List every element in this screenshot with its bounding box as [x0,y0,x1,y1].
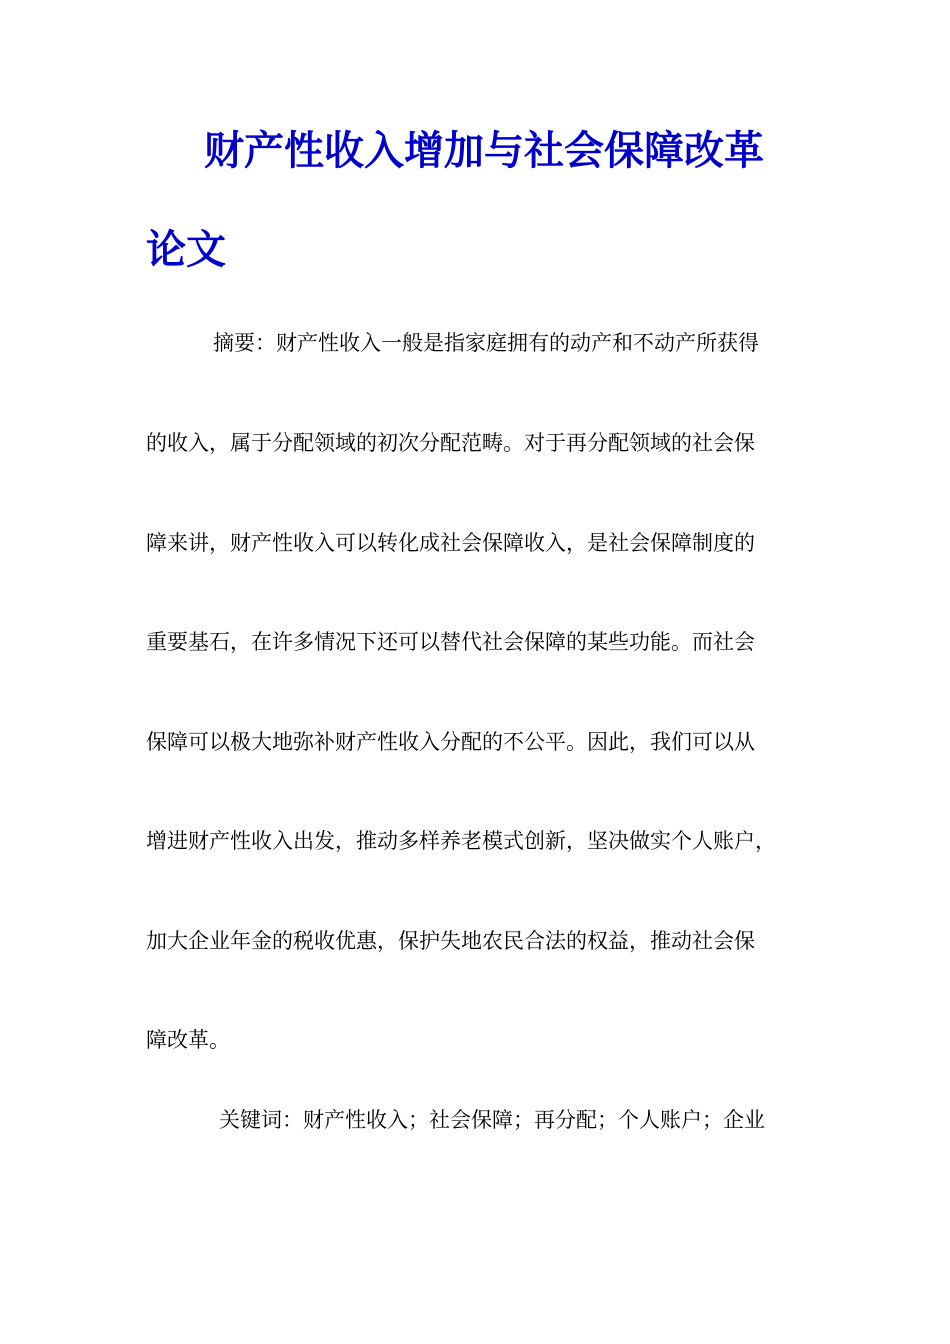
document-title-line-1: 财产性收入增加与社会保障改革 [204,128,764,174]
abstract-line-4: 重要基石，在许多情况下还可以替代社会保障的某些功能。而社会 [146,630,755,654]
abstract-line-2: 的收入，属于分配领域的初次分配范畴。对于再分配领域的社会保 [146,431,755,455]
document-title-line-2: 论文 [146,227,226,273]
abstract-line-7: 加大企业年金的税收优惠，保护失地农民合法的权益，推动社会保 [146,929,755,953]
abstract-line-6: 增进财产性收入出发，推动多样养老模式创新，坚决做实个人账户， [146,829,776,853]
abstract-line-5: 保障可以极大地弥补财产性收入分配的不公平。因此，我们可以从 [146,730,755,754]
abstract-line-3: 障来讲，财产性收入可以转化成社会保障收入，是社会保障制度的 [146,531,755,555]
keywords-line: 关键词：财产性收入；社会保障；再分配；个人账户；企业 [219,1108,765,1132]
abstract-line-8: 障改革。 [146,1028,230,1052]
abstract-line-1: 摘要：财产性收入一般是指家庭拥有的动产和不动产所获得 [213,331,759,355]
